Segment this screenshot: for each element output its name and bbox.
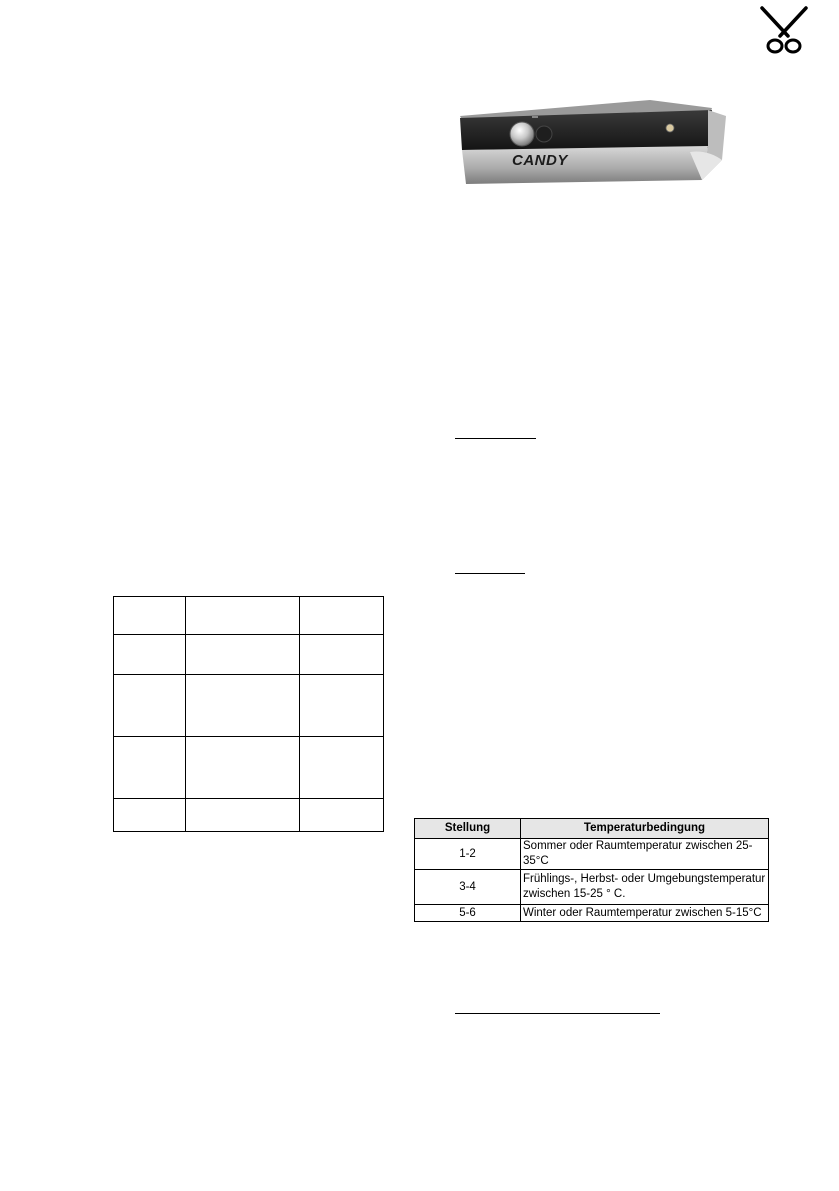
table-cell [300,675,384,737]
table-cell [186,597,300,635]
table-row [114,597,384,635]
table-cell [114,737,186,799]
table-row [114,799,384,832]
table-row [114,675,384,737]
header-stellung: Stellung [415,819,521,839]
table-cell [114,799,186,832]
brand-logo: CANDY [512,152,568,169]
underline-rule [455,438,536,439]
temperature-settings-table [414,818,769,922]
table-row [415,870,769,905]
underline-rule [455,1013,660,1014]
table-cell [300,597,384,635]
empty-grid-table [113,596,384,832]
table-row [114,635,384,675]
table-cell [186,737,300,799]
table-cell [186,635,300,675]
table-cell [300,799,384,832]
table-cell [114,597,186,635]
thermostat-control-image [440,88,730,198]
position-cell: 3-4 [415,870,521,905]
table-cell [186,799,300,832]
condition-cell: Winter oder Raumtemperatur zwischen 5-15°C [521,905,769,922]
table-row [415,905,769,922]
condition-cell: Frühlings-, Herbst- oder Umgebungstemperatur zwischen 15-25 ° C. [521,870,769,905]
table-cell [114,635,186,675]
header-temperaturbedingung: Temperaturbedingung [521,819,769,839]
table-header-row [415,819,769,839]
position-cell: 1-2 [415,839,521,870]
underline-rule [455,573,525,574]
table-row [114,737,384,799]
scissors-icon [748,6,812,54]
position-cell: 5-6 [415,905,521,922]
control-panel-drawing [440,88,730,198]
table-row [415,839,769,870]
table-cell [186,675,300,737]
table-cell [300,737,384,799]
condition-cell: Sommer oder Raumtemperatur zwischen 25-35°C [521,839,769,870]
table-cell [300,635,384,675]
table-cell [114,675,186,737]
